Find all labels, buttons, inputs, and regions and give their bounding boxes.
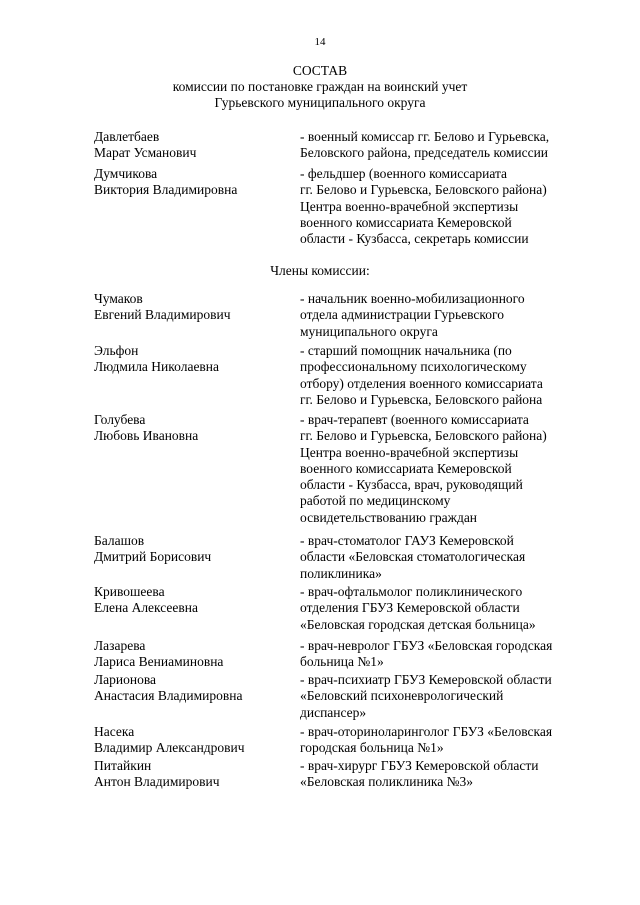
- person-name-krivosheeva: [94, 584, 284, 617]
- person-name-golubeva: [94, 412, 284, 445]
- role-line: освидетельствованию граждан: [300, 509, 478, 525]
- role-line: профессиональному психологическому: [300, 359, 527, 375]
- role-dumchikova: [300, 166, 600, 247]
- given-name: Евгений Владимирович: [94, 307, 231, 323]
- role-line: отделения ГБУЗ Кемеровской области: [300, 600, 520, 616]
- given-name: Людмила Николаевна: [94, 359, 220, 375]
- role-line: Центра военно-врачебной экспертизы: [300, 444, 519, 460]
- title-line-3: Гурьевского муниципального округа: [214, 95, 426, 110]
- surname: Питайкин: [94, 758, 152, 773]
- role-line: поликлиника»: [300, 565, 382, 581]
- role-line: - врач-офтальмолог поликлинического: [300, 584, 523, 599]
- role-line: - военный комиссар гг. Белово и Гурьевска,: [300, 129, 550, 144]
- role-line: - врач-психиатр ГБУЗ Кемеровской области: [300, 672, 552, 687]
- role-line: муниципального округа: [300, 323, 438, 339]
- role-line: - врач-оториноларинголог ГБУЗ «Беловская: [300, 724, 553, 739]
- person-name-chumakov: [94, 291, 284, 324]
- role-naseka: [300, 724, 600, 757]
- role-line: - врач-невролог ГБУЗ «Беловская городская: [300, 638, 553, 653]
- role-line: «Беловская поликлиника №3»: [300, 774, 474, 790]
- role-line: отбору) отделения военного комиссариата: [300, 375, 543, 391]
- given-name: Анастасия Владимировна: [94, 688, 243, 704]
- role-line: - врач-хирург ГБУЗ Кемеровской области: [300, 758, 539, 773]
- person-name-naseka: [94, 724, 284, 757]
- person-name-elfon: [94, 343, 284, 376]
- role-line: диспансер»: [300, 704, 367, 720]
- person-name-larionova: [94, 672, 284, 705]
- given-name: Марат Усманович: [94, 145, 197, 161]
- title-line-2: комиссии по постановке граждан на воинский учет: [172, 79, 468, 94]
- role-golubeva: [300, 412, 600, 526]
- page-number: 14: [314, 36, 326, 48]
- role-davletbaev: [300, 129, 600, 162]
- title-line-1: СОСТАВ: [292, 63, 348, 78]
- role-elfon: [300, 343, 600, 408]
- given-name: Виктория Владимировна: [94, 182, 238, 198]
- role-line: - старший помощник начальника (по: [300, 343, 512, 358]
- document-title: [0, 63, 640, 111]
- role-pitaykin: [300, 758, 600, 791]
- surname: Эльфон: [94, 343, 139, 358]
- role-line: - фельдшер (военного комиссариата: [300, 166, 508, 181]
- given-name: Лариса Вениаминовна: [94, 654, 224, 670]
- given-name: Любовь Ивановна: [94, 428, 199, 444]
- role-line: больница №1»: [300, 654, 384, 670]
- role-line: военного комиссариата Кемеровской: [300, 460, 512, 476]
- role-line: гг. Белово и Гурьевска, Беловского района): [300, 182, 547, 198]
- role-chumakov: [300, 291, 600, 340]
- role-line: отдела администрации Гурьевского: [300, 307, 504, 323]
- role-line: области «Беловская стоматологическая: [300, 549, 526, 565]
- role-line: области - Кузбасса, секретарь комиссии: [300, 231, 529, 247]
- role-line: Центра военно-врачебной экспертизы: [300, 198, 519, 214]
- members-heading: Члены комиссии:: [270, 263, 370, 278]
- role-line: военного комиссариата Кемеровской: [300, 214, 512, 230]
- person-name-lazareva: [94, 638, 284, 671]
- given-name: Елена Алексеевна: [94, 600, 198, 616]
- surname: Ларионова: [94, 672, 157, 687]
- given-name: Антон Владимирович: [94, 774, 220, 790]
- person-name-dumchikova: [94, 166, 284, 199]
- role-line: Беловского района, председатель комиссии: [300, 145, 549, 161]
- role-krivosheeva: [300, 584, 600, 633]
- given-name: Владимир Александрович: [94, 740, 245, 756]
- surname: Балашов: [94, 533, 145, 548]
- surname: Лазарева: [94, 638, 146, 653]
- role-line: - начальник военно-мобилизационного: [300, 291, 525, 306]
- surname: Голубева: [94, 412, 146, 427]
- role-line: - врач-стоматолог ГАУЗ Кемеровской: [300, 533, 514, 548]
- given-name: Дмитрий Борисович: [94, 549, 212, 565]
- role-line: «Беловский психоневрологический: [300, 688, 504, 704]
- role-line: «Беловская городская детская больница»: [300, 616, 536, 632]
- role-larionova: [300, 672, 600, 721]
- surname: Чумаков: [94, 291, 143, 306]
- role-line: работой по медицинскому: [300, 493, 451, 509]
- role-line: - врач-терапевт (военного комиссариата: [300, 412, 529, 427]
- role-line: гг. Белово и Гурьевска, Беловского района): [300, 428, 547, 444]
- role-lazareva: [300, 638, 600, 671]
- surname: Давлетбаев: [94, 129, 160, 144]
- surname: Насека: [94, 724, 135, 739]
- surname: Думчикова: [94, 166, 158, 181]
- person-name-pitaykin: [94, 758, 284, 791]
- role-line: гг. Белово и Гурьевска, Беловского района: [300, 391, 543, 407]
- role-line: области - Кузбасса, врач, руководящий: [300, 477, 523, 493]
- surname: Кривошеева: [94, 584, 165, 599]
- person-name-davletbaev: [94, 129, 284, 162]
- person-name-balashov: [94, 533, 284, 566]
- role-line: городская больница №1»: [300, 740, 444, 756]
- role-balashov: [300, 533, 600, 582]
